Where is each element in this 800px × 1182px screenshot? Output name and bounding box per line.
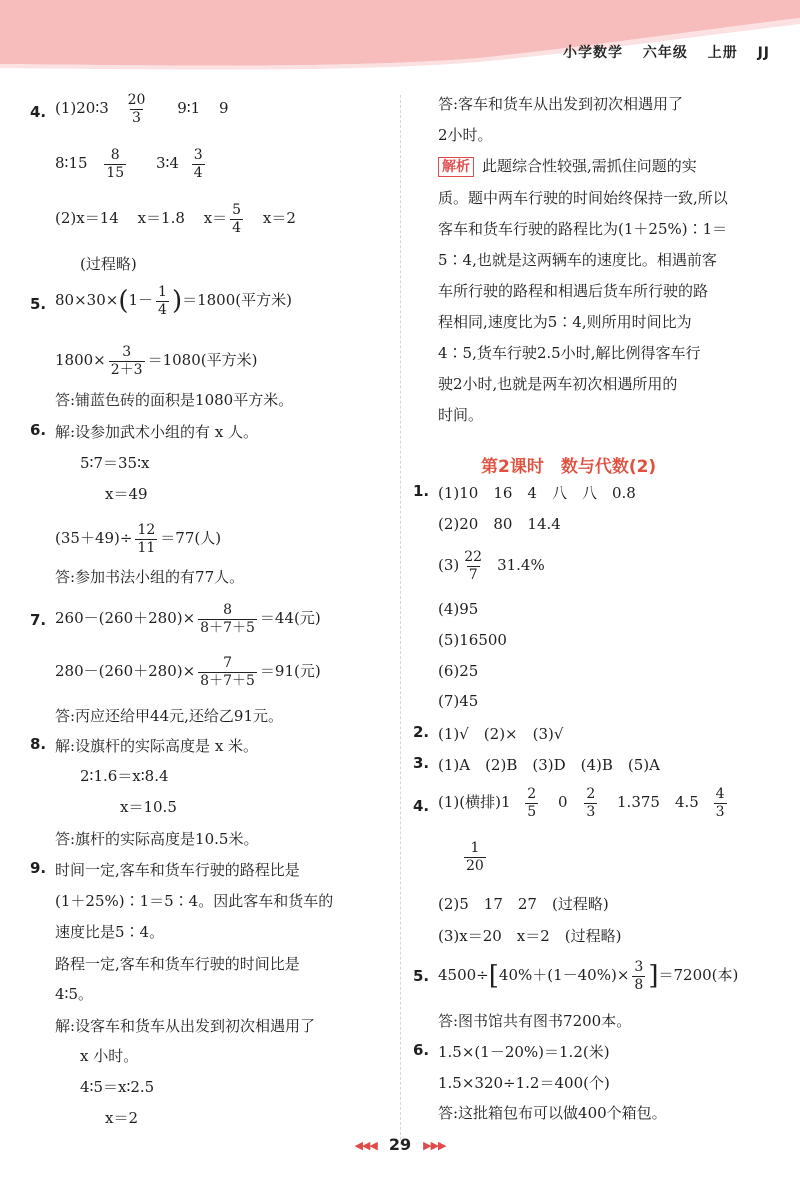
r3-number: 3. <box>413 754 430 772</box>
analysis-line9: 时间。 <box>438 406 484 424</box>
q9-line4: 路程一定,客车和货车行驶的时间比是 <box>55 955 300 973</box>
q6-line2: 5∶7＝35∶x <box>80 454 150 472</box>
q6-answer: 答:参加书法小组的有77人。 <box>55 568 245 586</box>
q9-line1: 时间一定,客车和货车行驶的路程比是 <box>55 861 300 879</box>
analysis-tag: 解析 <box>438 157 474 177</box>
r1-line5: (5)16500 <box>438 631 507 649</box>
q9-answer-line1: 答:客车和货车从出发到初次相遇用了 <box>438 95 684 113</box>
page-number: 29 <box>388 1135 412 1154</box>
r4-line2: (2)5 17 27 (过程略) <box>438 895 609 913</box>
q9-line5: 4∶5。 <box>55 985 93 1003</box>
r4-frac1: $\frac{2}{5}$ <box>527 786 537 820</box>
r4-line1: (1)(横排)1 $\frac{2}{5}$ 0 $\frac{2}{3}$ 1.375 4.5 $\frac{4}{3}$ <box>438 786 725 820</box>
r5-line1: 4500÷[40%＋(1－40%)× $\frac{3}{8}$ ]＝7200(本) <box>438 959 739 993</box>
q5-frac2: $\frac{3}{2+3}$ <box>110 344 143 378</box>
r4-line3: (3)x＝20 x＝2 (过程略) <box>438 927 622 945</box>
r4-frac3: $\frac{4}{3}$ <box>715 786 725 820</box>
analysis-line5: 车所行驶的路程和相遇后货车所行驶的路 <box>438 282 709 300</box>
q8-line1: 解:设旗杆的实际高度是 x 米。 <box>55 737 259 755</box>
header-edition: JJ <box>757 45 770 61</box>
header-subject: 小学数学 <box>562 45 623 61</box>
q4-sol-d: x＝2 <box>262 209 296 228</box>
q4-sol-a: (2)x＝14 <box>55 209 119 228</box>
q9-line7: x 小时。 <box>80 1047 139 1065</box>
r1-line2: (2)20 80 14.4 <box>438 515 561 533</box>
q9-line2: (1＋25%)∶1＝5∶4。因此客车和货车的 <box>55 892 334 910</box>
r3-line1: (1)A (2)B (3)D (4)B (5)A <box>438 756 660 774</box>
q8-line3: x＝10.5 <box>120 798 177 816</box>
prev-arrows-icon: ◀◀◀ <box>354 1139 377 1152</box>
q9-line9: x＝2 <box>105 1109 139 1127</box>
q4-value-c: 9 <box>218 99 229 118</box>
q4-line1 <box>55 93 229 125</box>
q4-ratio-a: (1)20∶3 <box>55 99 109 118</box>
q6-frac1: $\frac{12}{11}$ <box>137 522 156 556</box>
r4-number: 4. <box>413 797 430 815</box>
q4-frac3: $\frac{3}{4}$ <box>193 147 203 181</box>
page-footer <box>0 1135 800 1154</box>
q4-frac4: $\frac{5}{4}$ <box>232 202 242 236</box>
r6-line1: 1.5×(1－20%)＝1.2(米) <box>438 1043 610 1061</box>
q9-answer-line2: 2小时。 <box>438 126 493 144</box>
r1-line3: (3) $\frac{22}{7}$ 31.4% <box>438 549 545 583</box>
r1-line7: (7)45 <box>438 692 479 710</box>
q5-number: 5. <box>30 295 47 313</box>
q6-line1: 解:设参加武术小组的有 x 人。 <box>55 423 259 441</box>
lesson-title: 第2课时 数与代数(2) <box>481 457 657 477</box>
r1-line6: (6)25 <box>438 662 479 680</box>
q8-answer: 答:旗杆的实际高度是10.5米。 <box>55 830 259 848</box>
q7-frac2: $\frac{7}{8+7+5}$ <box>200 655 255 689</box>
analysis-line7: 4∶5,货车行驶2.5小时,解比例得客车行 <box>438 344 701 362</box>
next-arrows-icon: ▶▶▶ <box>423 1139 446 1152</box>
column-divider <box>400 95 401 1145</box>
q4-sol-c: x＝ <box>203 209 228 228</box>
q4-ratio-d: 8∶15 <box>55 154 88 173</box>
r2-number: 2. <box>413 723 430 741</box>
header-grade: 六年级 <box>642 45 688 61</box>
r1-number: 1. <box>413 482 430 500</box>
q4-sol-b: x＝1.8 <box>137 209 185 228</box>
analysis-line4: 5∶4,也就是这两辆车的速度比。相遇前客 <box>438 251 717 269</box>
q8-number: 8. <box>30 735 47 753</box>
r6-answer: 答:这批箱包布可以做400个箱包。 <box>438 1104 667 1122</box>
analysis-line3: 客车和货车行驶的路程比为(1＋25%)∶1＝ <box>438 220 728 238</box>
q7-number: 7. <box>30 611 47 629</box>
q7-line1: 260－(260＋280)× $\frac{8}{8+7+5}$ ＝44(元) <box>55 602 321 636</box>
r6-number: 6. <box>413 1041 430 1059</box>
q8-line2: 2∶1.6＝x∶8.4 <box>80 767 169 785</box>
r2-line1: (1)√ (2)× (3)√ <box>438 725 564 743</box>
r5-frac1: $\frac{3}{8}$ <box>634 959 644 993</box>
q5-answer: 答:铺蓝色砖的面积是1080平方米。 <box>55 391 294 409</box>
q4-ratio-b: 9∶1 <box>177 99 201 118</box>
analysis-line1: 解析 此题综合性较强,需抓住问题的实 <box>438 155 697 177</box>
header-volume: 上册 <box>707 45 738 61</box>
q5-line1: 80×30×(1－ $\frac{1}{4}$ )＝1800(平方米) <box>55 284 292 318</box>
q4-frac1: $\frac{20}{3}$ <box>127 92 146 126</box>
q4-number: 4. <box>30 103 47 121</box>
q4-frac2: $\frac{8}{15}$ <box>106 147 125 181</box>
q9-line3: 速度比是5∶4。 <box>55 923 165 941</box>
q6-number: 6. <box>30 421 47 439</box>
header-banner <box>0 0 800 70</box>
r4-line1b <box>461 841 489 873</box>
q5-frac1: $\frac{1}{4}$ <box>158 284 167 318</box>
q4-ratio-e: 3∶4 <box>155 154 179 173</box>
analysis-line6: 程相同,速度比为5∶4,则所用时间比为 <box>438 313 692 331</box>
r1-line4: (4)95 <box>438 600 479 618</box>
r1-frac1: $\frac{22}{7}$ <box>464 549 483 583</box>
r4-frac2: $\frac{2}{3}$ <box>586 786 596 820</box>
r5-answer: 答:图书馆共有图书7200本。 <box>438 1012 632 1030</box>
q6-line4: (35＋49)÷ $\frac{12}{11}$ ＝77(人) <box>55 522 222 556</box>
q4-line2 <box>55 148 208 180</box>
header-title <box>549 42 770 62</box>
r4-frac4: $\frac{1}{20}$ <box>466 840 484 874</box>
analysis-line2: 质。题中两车行驶的时间始终保持一致,所以 <box>438 189 728 207</box>
q9-number: 9. <box>30 859 47 877</box>
q4-process: (过程略) <box>80 255 137 273</box>
q5-line2: 1800× $\frac{3}{2+3}$ ＝1080(平方米) <box>55 344 258 378</box>
analysis-line8: 驶2小时,也就是两车初次相遇所用的 <box>438 375 678 393</box>
r5-number: 5. <box>413 967 430 985</box>
r6-line2: 1.5×320÷1.2＝400(个) <box>438 1074 610 1092</box>
q6-line3: x＝49 <box>105 485 148 503</box>
q9-line8: 4∶5＝x∶2.5 <box>80 1078 155 1096</box>
q7-answer: 答:丙应还给甲44元,还给乙91元。 <box>55 707 283 725</box>
q4-line3 <box>55 203 296 235</box>
r1-line1: (1)10 16 4 八 八 0.8 <box>438 484 636 502</box>
q7-frac1: $\frac{8}{8+7+5}$ <box>200 602 255 636</box>
q9-line6: 解:设客车和货车从出发到初次相遇用了 <box>55 1017 316 1035</box>
q7-line2: 280－(260＋280)× $\frac{7}{8+7+5}$ ＝91(元) <box>55 655 321 689</box>
